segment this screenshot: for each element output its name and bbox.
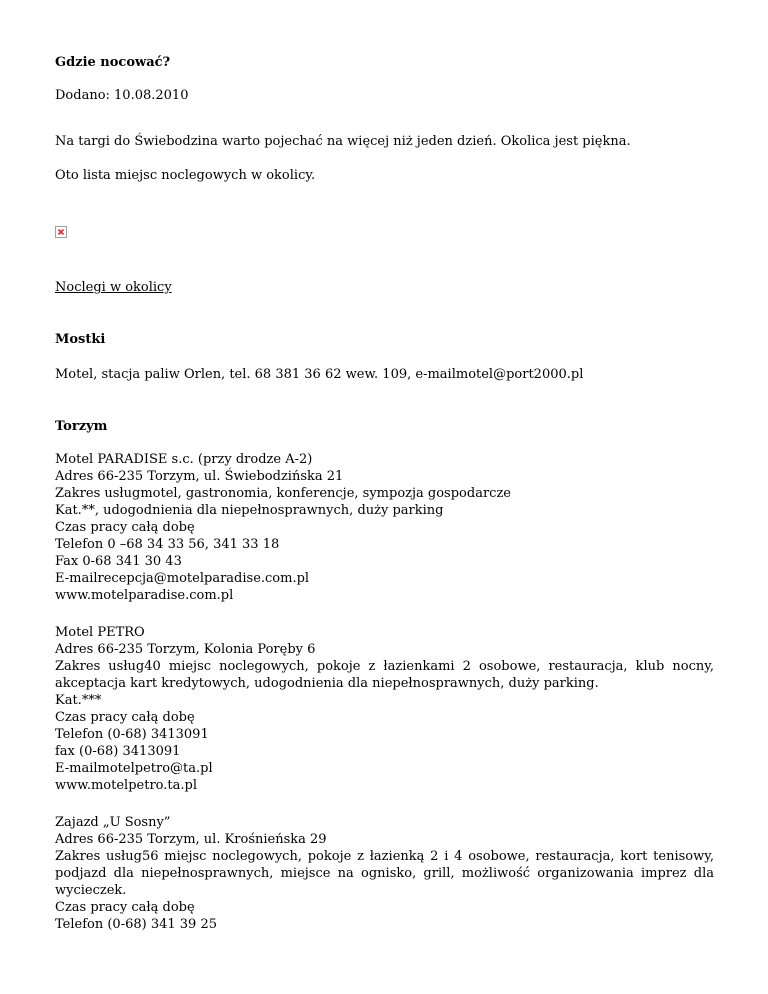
listing-line: fax (0-68) 3413091 (55, 744, 181, 759)
listing-services: Zakres usług56 miejsc noclegowych, pokoje z łazienką 2 i 4 osobowe, restauracja, kort tenisowy, podjazd dla niepełnosprawnych, miejsce na ognisko, grill, możliwość organizowania imprez dla wycieczek. (55, 849, 714, 898)
listing-line: E-mailmotelpetro@ta.pl (55, 761, 213, 776)
listing-name: Zajazd „U Sosny” (55, 815, 171, 830)
listing-line: Kat.**, udogodnienia dla niepełnosprawnych, duży parking (55, 503, 444, 518)
listing-line: Adres 66-235 Torzym, ul. Świebodzińska 21 (55, 469, 344, 484)
section-heading-torzym: Torzym (55, 419, 108, 434)
listing-line: Czas pracy całą dobę (55, 710, 195, 725)
listing-line: Czas pracy całą dobę (55, 900, 195, 915)
accommodation-link[interactable]: Noclegi w okolicy (55, 280, 172, 295)
listing-paradise (55, 451, 714, 604)
listing-line: www.motelparadise.com.pl (55, 588, 234, 603)
section-heading-mostki: Mostki (55, 332, 106, 347)
listing-line: E-mailrecepcja@motelparadise.com.pl (55, 571, 310, 586)
listing-address: Adres 66-235 Torzym, Kolonia Poręby 6 (55, 642, 316, 657)
broken-image-cross-icon (56, 227, 66, 237)
listing-line: Kat.*** (55, 693, 102, 708)
listing-line: www.motelpetro.ta.pl (55, 778, 197, 793)
list-intro-text: Oto lista miejsc noclegowych w okolicy. (55, 168, 316, 183)
listing-address: Adres 66-235 Torzym, ul. Krośnieńska 29 (55, 832, 327, 847)
mostki-motel-line: Motel, stacja paliw Orlen, tel. 68 381 36 62 wew. 109, e-mailmotel@port2000.pl (55, 367, 584, 382)
listing-line: Czas pracy całą dobę (55, 520, 195, 535)
page-title: Gdzie nocować? (55, 55, 171, 70)
listing-line: Telefon (0-68) 3413091 (55, 727, 209, 742)
listing-line: Zakres usługmotel, gastronomia, konferencje, sympozja gospodarcze (55, 486, 511, 501)
listing-petro (55, 624, 714, 794)
broken-image-icon (55, 226, 67, 238)
listing-name: Motel PETRO (55, 625, 145, 640)
listing-line: Motel PARADISE s.c. (przy drodze A-2) (55, 452, 313, 467)
listing-line: Telefon (0-68) 341 39 25 (55, 917, 217, 932)
listing-line: Telefon 0 –68 34 33 56, 341 33 18 (55, 537, 280, 552)
intro-text: Na targi do Świebodzina warto pojechać na więcej niż jeden dzień. Okolica jest piękna. (55, 134, 631, 149)
listing-line: Fax 0-68 341 30 43 (55, 554, 182, 569)
listing-services: Zakres usług40 miejsc noclegowych, pokoje z łazienkami 2 osobowe, restauracja, klub nocny, akceptacja kart kredytowych, udogodnienia dla niepełnosprawnych, duży parking. (55, 659, 714, 691)
listing-u-sosny (55, 814, 714, 933)
added-date: Dodano: 10.08.2010 (55, 88, 189, 103)
